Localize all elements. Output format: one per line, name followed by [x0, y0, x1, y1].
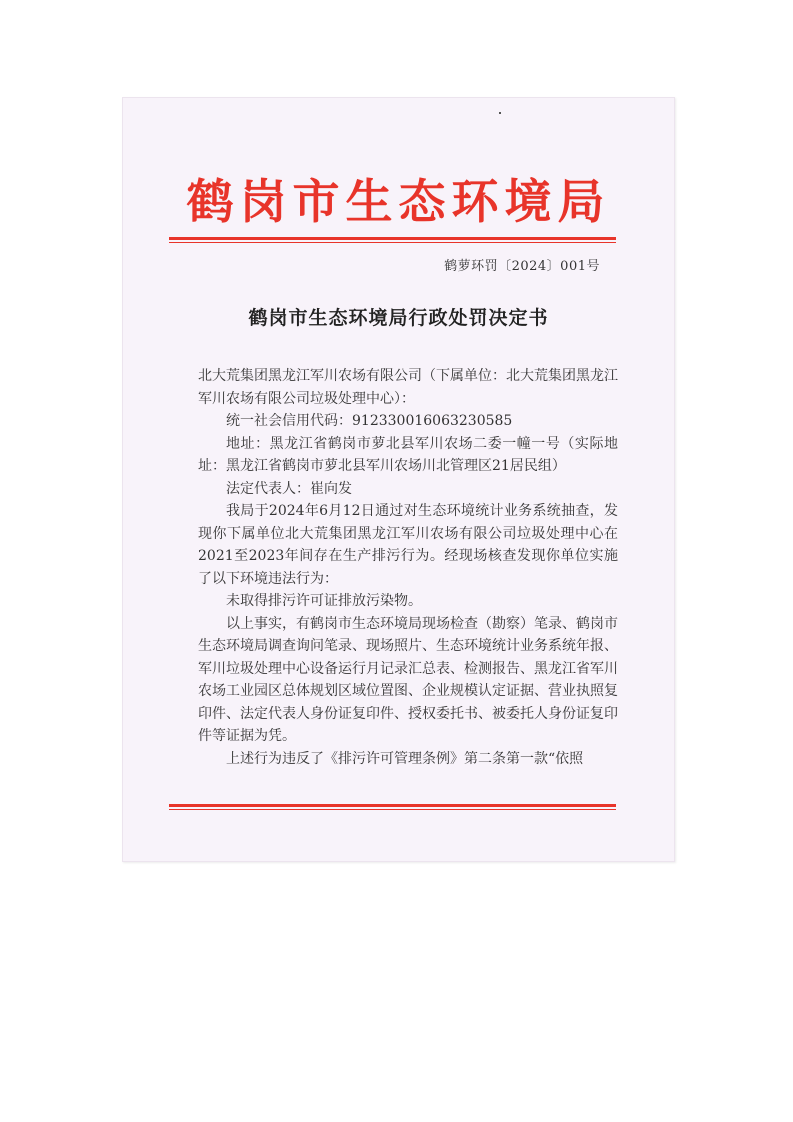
document-number: 鹤萝环罚〔2024〕001号	[444, 259, 600, 274]
addressee-paragraph: 北大荒集团黑龙江军川农场有限公司（下属单位：北大荒集团黑龙江军川农场有限公司垃圾处理中心）：	[198, 368, 618, 407]
letterhead-rule-thick	[169, 237, 616, 240]
legal-rep-paragraph: 法定代表人：崔向发	[226, 480, 352, 497]
violation-paragraph: 未取得排污许可证排放污染物。	[226, 593, 422, 609]
footer-rule-thin	[169, 809, 616, 810]
speck	[499, 112, 501, 114]
document-body	[198, 365, 618, 770]
letterhead-title: 鹤岗市生态环境局	[186, 175, 611, 230]
credit-code-paragraph: 统一社会信用代码：912330016063230585	[226, 413, 513, 429]
evidence-paragraph: 以上事实，有鹤岗市生态环境局现场检查（勘察）笔录、鹤岗市生态环境局调查询问笔录、现场照片、生态环境统计业务系统年报、军川垃圾处理中心设备运行月记录汇总表、检测报告、黑龙江省军川农场工业园区总体规划区域位置图、企业规模认定证据、营业执照复印件、法定代表人身份证复印件、授权委托书、被委托人身份证复印件等证据为凭。	[198, 615, 618, 744]
footer-rule-thick	[169, 804, 616, 807]
letterhead-rule-thin	[169, 242, 616, 243]
investigation-paragraph: 我局于2024年6月12日通过对生态环境统计业务系统抽查，发现你下属单位北大荒集团黑龙江军川农场有限公司垃圾处理中心在2021至2023年间存在生产排污行为。经现场核查发现你单位实施了以下环境违法行为：	[198, 503, 618, 587]
legal-basis-paragraph: 上述行为违反了《排污许可管理条例》第二条第一款“依照	[226, 750, 584, 767]
address-paragraph: 地址：黑龙江省鹤岗市萝北县军川农场二委一幢一号（实际地址：黑龙江省鹤岗市萝北县军川农场川北管理区21居民组）	[198, 435, 618, 474]
document-page	[122, 97, 675, 862]
document-title: 鹤岗市生态环境局行政处罚决定书	[248, 307, 549, 329]
